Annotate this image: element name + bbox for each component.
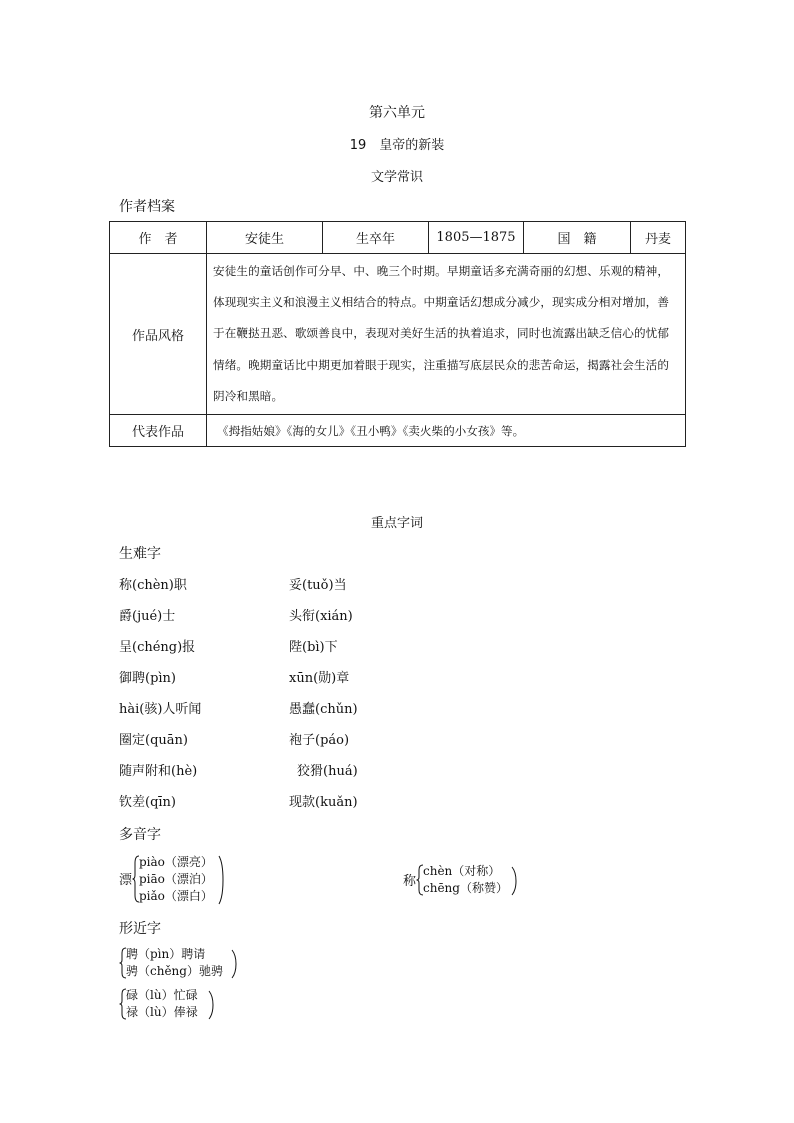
- similar-group-1: [119, 945, 249, 981]
- right-bracket-icon: [208, 990, 216, 1020]
- polyphone-group-piao: [119, 853, 239, 905]
- polyphone-char: 漂: [119, 873, 133, 888]
- polyphone-reading: piào（漂亮）: [139, 855, 213, 869]
- rare-word: 袍子(páo): [289, 733, 350, 748]
- similar-char-item: 聘（pìn）聘请: [126, 947, 206, 961]
- similar-group-2: [119, 986, 249, 1022]
- rare-word: 爵(jué)士: [119, 609, 176, 624]
- author-info-table: [109, 221, 686, 447]
- right-bracket-icon: [511, 866, 519, 896]
- life-label-cell: 生卒年: [323, 222, 429, 254]
- rare-word: 现款(kuǎn): [289, 795, 358, 810]
- style-label-cell: 作品风格: [110, 254, 207, 415]
- author-file-label: 作者档案: [119, 199, 175, 215]
- lesson-title: 19 皇帝的新装: [349, 138, 445, 153]
- style-text-cell: 安徒生的童话创作可分早、中、晚三个时期。早期童话多充满奇丽的幻想、乐观的精神，体现现实主义和浪漫主义相结合的特点。中期童话幻想成分减少，现实成分相对增加，善于在鞭挞丑恶、歌颂善良中，表现对美好生活的执着追求，同时也流露出缺乏信心的忧郁情绪。晚期童话比中期更加着眼于现实，注重描写底层民众的悲苦命运，揭露社会生活的阴冷和黑暗。: [207, 254, 686, 415]
- polyphone-label: 多音字: [119, 827, 161, 843]
- rare-word: 称(chèn)职: [119, 578, 187, 593]
- nation-value-cell: 丹麦: [631, 222, 686, 254]
- polyphone-char: 称: [403, 874, 417, 889]
- rare-word: 御聘(pìn): [119, 671, 176, 686]
- polyphone-reading: chèn（对称）: [423, 864, 501, 878]
- rare-word: 圈定(quān): [119, 733, 188, 748]
- rare-words-label: 生难字: [119, 546, 161, 562]
- section-title-literature: 文学常识: [370, 170, 423, 185]
- similar-char-item: 禄（lù）俸禄: [126, 1005, 198, 1019]
- right-bracket-icon: [231, 949, 239, 979]
- rare-word: 随声附和(hè): [119, 764, 198, 779]
- similar-chars-label: 形近字: [119, 921, 161, 937]
- polyphone-reading: piǎo（漂白）: [139, 889, 213, 903]
- right-bracket-icon: [218, 855, 226, 905]
- nation-label-cell: 国 籍: [524, 222, 631, 254]
- rare-word: xūn(勋)章: [289, 671, 350, 686]
- rare-word: 陛(bì)下: [289, 640, 338, 655]
- rare-word: 愚蠢(chǔn): [289, 702, 358, 717]
- rare-word: 钦差(qīn): [119, 795, 176, 810]
- works-text-cell: 《拇指姑娘》《海的女儿》《丑小鸭》《卖火柴的小女孩》等。: [207, 415, 686, 447]
- works-label-cell: 代表作品: [110, 415, 207, 447]
- life-value-cell: 1805—1875: [429, 222, 524, 254]
- rare-word: hài(骇)人听闻: [119, 702, 202, 717]
- author-label-cell: 作 者: [110, 222, 207, 254]
- rare-word: 头衔(xián): [289, 609, 353, 624]
- similar-char-item: 碌（lù）忙碌: [126, 988, 198, 1002]
- section-title-keywords: 重点字词: [370, 516, 423, 531]
- author-value-cell: 安徒生: [207, 222, 323, 254]
- rare-word: 狡猾(huá): [297, 764, 358, 779]
- polyphone-reading: piāo（漂泊）: [139, 872, 213, 886]
- rare-word: 呈(chéng)报: [119, 640, 196, 655]
- rare-word: 妥(tuǒ)当: [289, 578, 347, 593]
- unit-title: 第六单元: [369, 105, 425, 121]
- polyphone-reading: chēng（称赞）: [423, 881, 508, 895]
- similar-char-item: 骋（chěng）驰骋: [126, 964, 223, 978]
- polyphone-group-cheng: [403, 862, 523, 898]
